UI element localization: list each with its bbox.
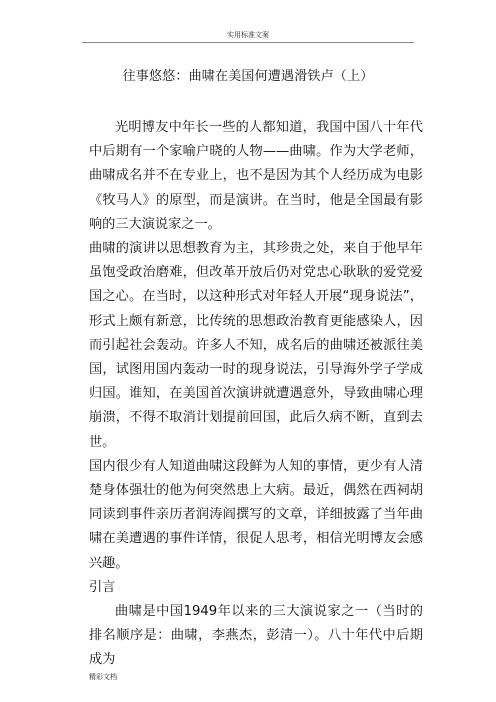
header-divider [82, 42, 414, 43]
page-footer: 精彩文档 [89, 673, 117, 681]
page-header: 实用标准文案 [227, 31, 269, 39]
paragraph-3: 国内很少有人知道曲啸这段鲜为人知的事情，更少有人清楚身体强壮的他为何突然患上大病。最近，偶然在西祠胡同读到事件亲历者润涛阎撰写的文章，详细披露了当年曲啸在美遭遇的事件详情，很促人思考，相信光明博友会感兴趣。 [89, 458, 423, 571]
paragraph-4: 曲啸是中国1949年以来的三大演说家之一（当时的排名顺序是：曲啸，李燕杰，彭清一）。八十年代中后期成为 [89, 604, 423, 668]
paragraph-2: 曲啸的演讲以思想教育为主，其珍贵之处，来自于他早年虽饱受政治磨难，但改革开放后仍对党忠心耿耿的爱党爱国之心。在当时，以这种形式对年轻人开展“现身说法”，形式上颇有新意，比传统的思想政治教育更能感染人，因而引起社会轰动。许多人不知，成名后的曲啸还被派往美国，试图用国内轰动一时的现身说法，引导海外学子学成归国。谁知，在美国首次演讲就遭遇意外，导致曲啸心理崩溃，不得不取消计划提前回国，此后久病不断，直到去世。 [89, 241, 423, 450]
article-body [89, 116, 423, 673]
section-heading-intro: 引言 [89, 579, 116, 595]
article-title: 往事悠悠：曲啸在美国何遭遇滑铁卢（上） [122, 69, 374, 84]
paragraph-1: 光明博友中年长一些的人都知道，我国中国八十年代中后期有一个家喻户晓的人物——曲啸。作为大学老师，曲啸成名并不在专业上，也不是因为其个人经历成为电影《牧马人》的原型，而是演讲。在当时，他是全国最有影响的三大演说家之一。 [89, 120, 423, 232]
